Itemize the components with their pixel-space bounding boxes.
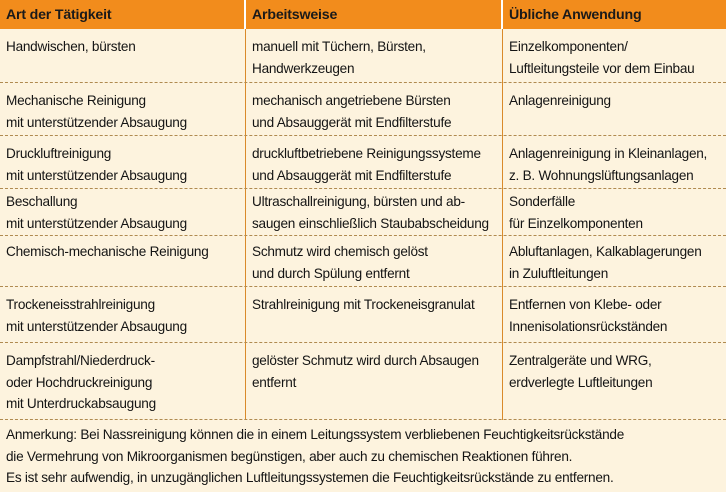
header-method: Arbeitsweise bbox=[252, 7, 338, 23]
header-activity: Art der Tätigkeit bbox=[6, 7, 112, 23]
table-row bbox=[0, 287, 726, 343]
header-divider bbox=[244, 0, 246, 29]
cell-activity: Handwischen, bürsten bbox=[6, 39, 136, 54]
cell-activity: Dampfstrahl/Niederdruck- oder Hochdruckreinigung mit Unterdruckabsaugung bbox=[6, 353, 156, 411]
table-row bbox=[0, 29, 726, 83]
cell-activity: Mechanische Reinigung mit unterstützender Absaugung bbox=[6, 93, 187, 130]
cell-activity: Trockeneisstrahlreinigung mit unterstützender Absaugung bbox=[6, 297, 187, 334]
cell-activity: Beschallung mit unterstützender Absaugung bbox=[6, 194, 187, 231]
table-row bbox=[0, 136, 726, 189]
cell-method: mechanisch angetriebene Bürsten und Absauggerät mit Endfilterstufe bbox=[252, 93, 452, 130]
table-row bbox=[0, 236, 726, 287]
cell-application: Anlagenreinigung bbox=[509, 93, 611, 108]
cell-activity: Druckluftreinigung mit unterstützender Absaugung bbox=[6, 146, 187, 183]
note-line: die Vermehrung von Mikroorganismen begünstigen, aber auch zu chemischen Reaktionen führen. bbox=[6, 448, 573, 464]
note-line: Anmerkung: Bei Nassreinigung können die in einem Leitungssystem verbliebenen Feuchtigkeitsrückstände bbox=[6, 427, 625, 442]
table-row bbox=[0, 83, 726, 136]
header-application: Übliche Anwendung bbox=[509, 7, 642, 23]
cell-method: druckluftbetriebene Reinigungssysteme und Absauggerät mit Endfilterstufe bbox=[252, 146, 481, 183]
cell-method: Schmutz wird chemisch gelöst und durch Spülung entfernt bbox=[252, 244, 428, 281]
note-line: Es ist sehr aufwendig, in unzugänglichen Luftleitungssystemen die Feuchtigkeitsrückstände zu entfernen. bbox=[6, 470, 614, 485]
cell-application: Einzelkomponenten/ Luftleitungsteile vor dem Einbau bbox=[509, 39, 695, 76]
cell-application: Zentralgeräte und WRG, erdverlegte Luftleitungen bbox=[509, 353, 653, 390]
table-header-row bbox=[0, 0, 726, 29]
cell-method: Strahlreinigung mit Trockeneisgranulat bbox=[252, 297, 475, 312]
table-row bbox=[0, 189, 726, 236]
cell-method: gelöster Schmutz wird durch Absaugen entfernt bbox=[252, 353, 479, 390]
table-note bbox=[0, 420, 726, 492]
cell-application: Sonderfälle für Einzelkomponenten bbox=[509, 194, 643, 231]
cell-activity: Chemisch-mechanische Reinigung bbox=[6, 244, 209, 259]
header-divider bbox=[501, 0, 503, 29]
cell-method: Ultraschallreinigung, bürsten und ab- saugen einschließlich Staubabscheidung bbox=[252, 194, 489, 231]
cell-application: Abluftanlagen, Kalkablagerungen in Zuluftleitungen bbox=[509, 244, 702, 281]
cell-application: Entfernen von Klebe- oder Innenisolationsrückständen bbox=[509, 297, 668, 334]
cell-application: Anlagenreinigung in Kleinanlagen, z. B. Wohnungslüftungsanlagen bbox=[509, 146, 708, 183]
cell-method: manuell mit Tüchern, Bürsten, Handwerkzeugen bbox=[252, 39, 426, 76]
table-row bbox=[0, 343, 726, 420]
